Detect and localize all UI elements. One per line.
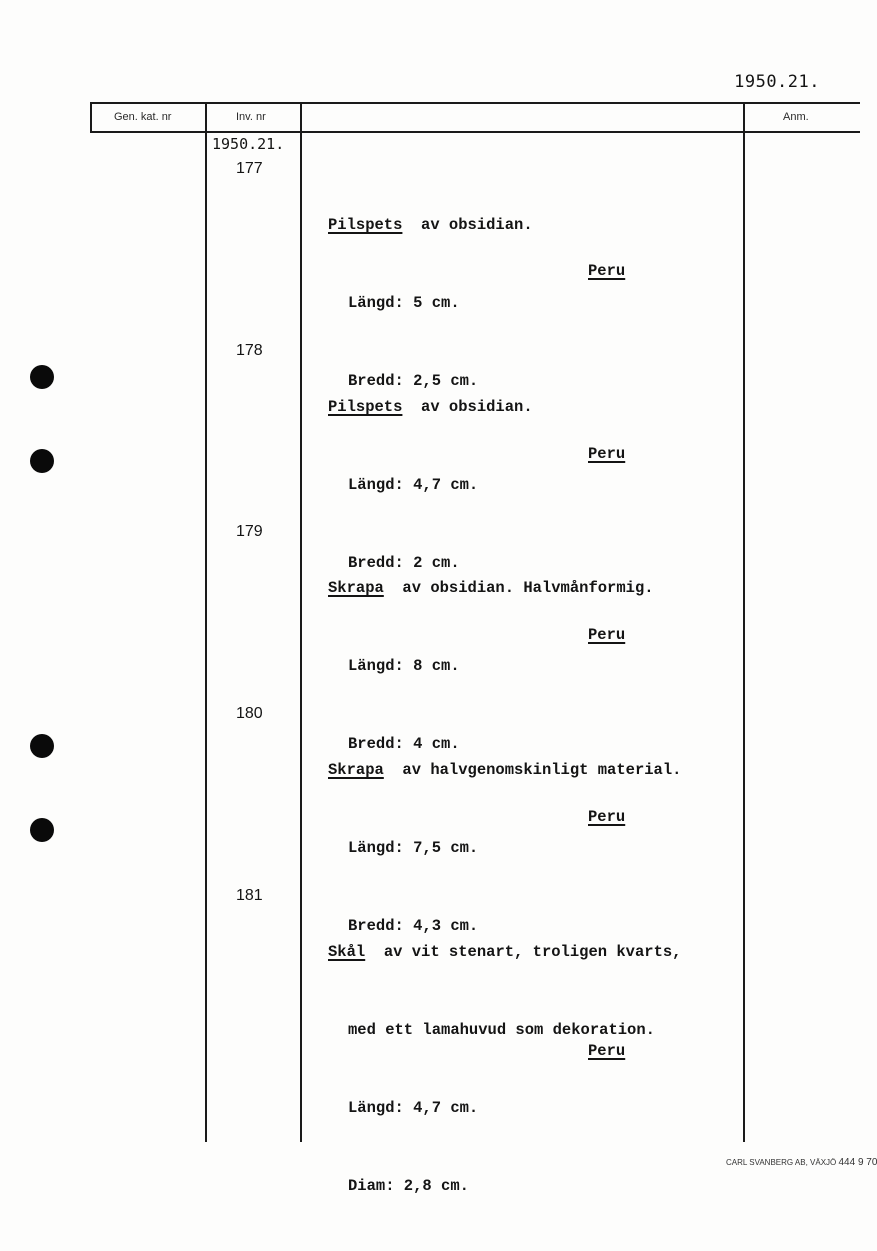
origin-label: Peru — [588, 1042, 625, 1060]
object-material: av obsidian. — [402, 398, 532, 416]
object-name: Skål — [328, 943, 365, 961]
description-line: med ett lamahuvud som dekoration. — [328, 1017, 681, 1043]
measurement-line: Bredd: 4,3 cm. — [328, 913, 681, 939]
measurement-line: Längd: 7,5 cm. — [328, 835, 681, 861]
origin-label: Peru — [588, 808, 625, 826]
page-number: 1950.21. — [700, 72, 820, 92]
header-anm: Anm. — [783, 111, 809, 123]
punch-hole — [30, 818, 54, 842]
punch-hole — [30, 734, 54, 758]
object-name: Pilspets — [328, 398, 402, 416]
object-name: Skrapa — [328, 579, 384, 597]
origin-label: Peru — [588, 445, 625, 463]
object-name: Skrapa — [328, 761, 384, 779]
measurement-line: Längd: 8 cm. — [328, 653, 654, 679]
inv-number: 180 — [236, 705, 263, 723]
inv-number-heading: 1950.21. — [212, 135, 284, 153]
measurement-line: Längd: 5 cm. — [328, 290, 533, 316]
inv-number: 181 — [236, 887, 263, 905]
object-material: av obsidian. Halvmånformig. — [384, 579, 654, 597]
column-divider-4 — [743, 102, 745, 1142]
printer-imprint — [726, 1157, 877, 1168]
object-name: Pilspets — [328, 216, 402, 234]
origin-label: Peru — [588, 626, 625, 644]
measurement-line: Diam: 2,8 cm. — [328, 1173, 681, 1199]
measurement-line: Längd: 4,7 cm. — [328, 1095, 681, 1121]
inv-number: 177 — [236, 160, 263, 178]
printer-name: CARL SVANBERG AB, VÄXJÖ — [726, 1158, 836, 1167]
entry-description — [328, 887, 681, 1251]
punch-hole — [30, 365, 54, 389]
measurement-line: Bredd: 2,5 cm. — [328, 368, 533, 394]
column-divider-2 — [205, 102, 207, 1142]
measurement-line: Längd: 4,7 cm. — [328, 472, 533, 498]
column-divider-1 — [90, 102, 92, 132]
object-material: av obsidian. — [402, 216, 532, 234]
punch-hole — [30, 449, 54, 473]
header-inv-nr: Inv. nr — [236, 111, 266, 123]
column-divider-3 — [300, 102, 302, 1142]
form-code: 444 9 70 — [839, 1157, 877, 1168]
object-material: av vit stenart, troligen kvarts, — [365, 943, 681, 961]
inv-number: 179 — [236, 523, 263, 541]
inv-number: 178 — [236, 342, 263, 360]
header-gen-kat-nr: Gen. kat. nr — [114, 111, 171, 123]
measurement-line: Bredd: 2 cm. — [328, 550, 533, 576]
object-material: av halvgenomskinligt material. — [384, 761, 682, 779]
origin-label: Peru — [588, 262, 625, 280]
measurement-line: Bredd: 4 cm. — [328, 731, 654, 757]
